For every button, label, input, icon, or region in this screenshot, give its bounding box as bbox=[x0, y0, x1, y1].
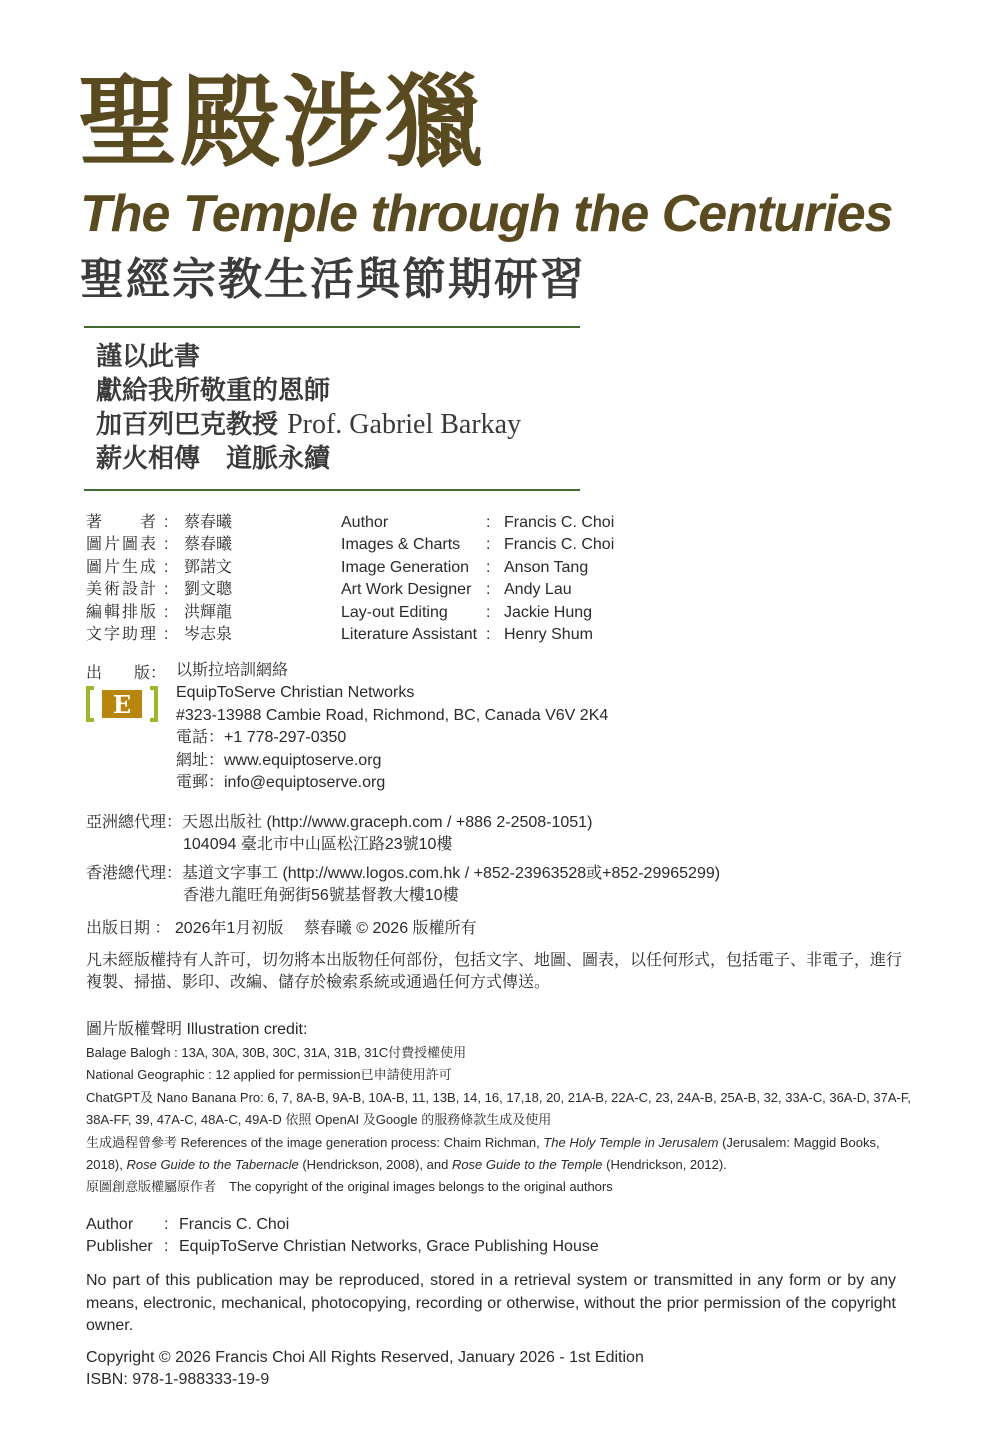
credit-name-zh: 蔡春曦 bbox=[184, 536, 233, 554]
credit-role-en: Art Work Designer bbox=[341, 581, 472, 599]
credit-name-zh: 岑志泉 bbox=[184, 625, 233, 643]
colon: : bbox=[164, 1238, 169, 1256]
credit-role-en: Author bbox=[341, 514, 389, 531]
credit-role-zh: 圖片圖表 bbox=[86, 536, 156, 554]
hk-distributor-line-1: 香港總代理：基道文字事工 (http://www.logos.com.hk / +852-23963528或+852-29965299) bbox=[86, 865, 721, 882]
credit-colon: : bbox=[164, 625, 169, 643]
credit-colon: : bbox=[486, 581, 491, 599]
publication-date: 出版日期 ： 2026年1月初版 蔡春曦 © 2026 版權所有 bbox=[86, 920, 477, 937]
credit-role-en: Lay-out Editing bbox=[341, 603, 448, 621]
copyright-line: Copyright © 2026 Francis Choi All Rights Reserved, January 2026 - 1st Edition bbox=[86, 1349, 644, 1366]
credit-colon: : bbox=[164, 514, 169, 531]
reference-book-title: The Holy Temple in Jerusalem bbox=[543, 1134, 719, 1150]
credit-name-en: Henry Shum bbox=[504, 625, 593, 643]
dedication-line-3-zh: 加百列巴克教授 bbox=[96, 410, 279, 440]
reference-text: (Hendrickson, 2012). bbox=[602, 1157, 727, 1173]
credit-role-en: Literature Assistant bbox=[341, 625, 478, 643]
illustration-credit-line: ChatGPT及 Nano Banana Pro: 6, 7, 8A-B, 9A-B, 10A-B, 11, 13B, 14, 16, 17,18, 20, 21A-B, 22A-C, 23, 24A-B, 25A-B, 32, 33A-C, 36A-D, 37A-F, 38A-FF, 39, 47A-C, 48A-C, 49A-D 依照 OpenAI 及Google 的服務條款生成及使用 bbox=[86, 1089, 911, 1128]
credit-role-en: Images & Charts bbox=[341, 536, 461, 554]
credit-name-en: Francis C. Choi bbox=[504, 536, 615, 554]
credit-role-zh: 著者 bbox=[86, 514, 156, 531]
publisher-label: 出 版： bbox=[86, 665, 167, 682]
illustration-references bbox=[86, 1132, 916, 1177]
credit-colon: : bbox=[486, 536, 491, 554]
credit-role-en: Image Generation bbox=[341, 558, 470, 576]
illustration-credit-line: 原圖創意版權屬原作者 The copyright of the original images belongs to the original authors bbox=[86, 1179, 613, 1195]
credit-colon: : bbox=[164, 603, 169, 621]
publisher-row bbox=[86, 1236, 599, 1258]
publisher-row-value: EquipToServe Christian Networks, Grace Publishing House bbox=[179, 1238, 599, 1256]
book-title-chinese: 聖殿涉獵 bbox=[78, 63, 486, 181]
publisher-logo-letter: E bbox=[112, 690, 132, 719]
publisher-name-zh: 以斯拉培訓網絡 bbox=[176, 662, 289, 679]
publisher-address: #323-13988 Cambie Road, Richmond, BC, Canada V6V 2K4 bbox=[176, 706, 609, 724]
credit-name-zh: 劉文聰 bbox=[184, 581, 233, 599]
credit-name-en: Anson Tang bbox=[504, 558, 589, 576]
credit-colon: : bbox=[164, 581, 169, 599]
dedication-line-3 bbox=[96, 408, 521, 442]
author-publisher-block bbox=[86, 1214, 599, 1259]
credit-role-zh: 編輯排版 bbox=[86, 603, 156, 621]
asia-distributor-line-2: 104094 臺北市中山區松江路23號10樓 bbox=[183, 835, 453, 853]
dedication-line-2: 獻給我所敬重的恩師 bbox=[96, 376, 331, 406]
publisher-row-label: Publisher bbox=[86, 1238, 153, 1256]
rights-notice-en: No part of this publication may be reproduced, stored in a retrieval system or transmitted in any form or by any means, electronic, mechanical, photocopying, recording or otherwise, without the prior permission of the copyright owner. bbox=[86, 1272, 896, 1335]
credit-colon: : bbox=[486, 514, 491, 531]
asia-distributor bbox=[86, 812, 592, 855]
illustration-credit-line: Balage Balogh : 13A, 30A, 30B, 30C, 31A, 31B, 31C付費授權使用 bbox=[86, 1045, 467, 1060]
illustration-credit-line: National Geographic : 12 applied for permission已申請使用許可 bbox=[86, 1067, 452, 1083]
asia-distributor-line-1: 亞洲總代理：天恩出版社 (http://www.graceph.com / +886 2-2508-1051) bbox=[86, 814, 593, 831]
author-row bbox=[86, 1214, 290, 1236]
dedication bbox=[96, 340, 521, 476]
book-subtitle-chinese: 聖經宗教生活與節期研習 bbox=[80, 254, 586, 305]
colon: : bbox=[164, 1216, 169, 1233]
publisher-website: 網址：www.equiptoserve.org bbox=[176, 751, 382, 769]
reference-book-title: Rose Guide to the Tabernacle bbox=[126, 1157, 299, 1173]
credit-colon: : bbox=[164, 536, 169, 554]
credit-name-zh: 蔡春曦 bbox=[184, 514, 233, 531]
dedication-line-1: 謹以此書 bbox=[96, 342, 201, 372]
credit-name-en: Francis C. Choi bbox=[504, 514, 615, 531]
credit-name-en: Andy Lau bbox=[504, 581, 572, 599]
illustration-credit-heading: 圖片版權聲明 Illustration credit: bbox=[86, 1021, 308, 1038]
reference-prefix: 生成過程曾參考 References of the image generation process: Chaim Richman, bbox=[86, 1134, 544, 1150]
dedication-line-3-en: Prof. Gabriel Barkay bbox=[287, 409, 522, 440]
credit-name-en: Jackie Hung bbox=[504, 603, 593, 621]
hk-distributor bbox=[86, 863, 720, 906]
publisher-email: 電郵：info@equiptoserve.org bbox=[176, 774, 386, 792]
bottom-divider bbox=[84, 489, 580, 491]
credit-colon: : bbox=[486, 603, 491, 621]
publisher-phone: 電話：+1 778-297-0350 bbox=[176, 729, 347, 747]
book-title-english: The Temple through the Centuries bbox=[80, 185, 893, 243]
publisher-name-en: EquipToServe Christian Networks bbox=[176, 684, 415, 702]
credit-name-zh: 洪輝龍 bbox=[184, 603, 233, 621]
isbn: ISBN: 978-1-988333-19-9 bbox=[86, 1371, 270, 1389]
publisher-logo-icon bbox=[86, 686, 158, 722]
reference-text: (Jerusalem: Maggid Books, 2018), bbox=[86, 1134, 880, 1173]
credit-colon: : bbox=[486, 558, 491, 576]
author-value: Francis C. Choi bbox=[179, 1216, 290, 1233]
credit-role-zh: 文字助理 bbox=[86, 625, 156, 643]
reference-book-title: Rose Guide to the Temple bbox=[451, 1157, 603, 1173]
rights-notice-zh: 凡未經版權持有人許可，切勿將本出版物任何部份，包括文字、地圖、圖表，以任何形式，包括電子、非電子，進行複製、掃描、影印、改編、儲存於檢索系統或通過任何方式傳送。 bbox=[86, 952, 903, 992]
illustration-credits bbox=[86, 1042, 916, 1199]
credit-colon: : bbox=[164, 558, 169, 576]
author-label: Author bbox=[86, 1216, 134, 1233]
top-divider bbox=[84, 326, 580, 328]
reference-text: (Hendrickson, 2008), and bbox=[298, 1157, 452, 1173]
copyright-block bbox=[86, 1347, 644, 1392]
credit-role-zh: 美術設計 bbox=[86, 581, 156, 599]
dedication-line-4: 薪火相傳 道脈永續 bbox=[96, 444, 331, 474]
credit-name-zh: 鄧諾文 bbox=[184, 558, 233, 576]
publisher-details bbox=[176, 660, 608, 794]
credit-colon: : bbox=[486, 625, 491, 643]
hk-distributor-line-2: 香港九龍旺角弼街56號基督教大樓10樓 bbox=[183, 886, 459, 904]
credit-role-zh: 圖片生成 bbox=[86, 558, 156, 576]
